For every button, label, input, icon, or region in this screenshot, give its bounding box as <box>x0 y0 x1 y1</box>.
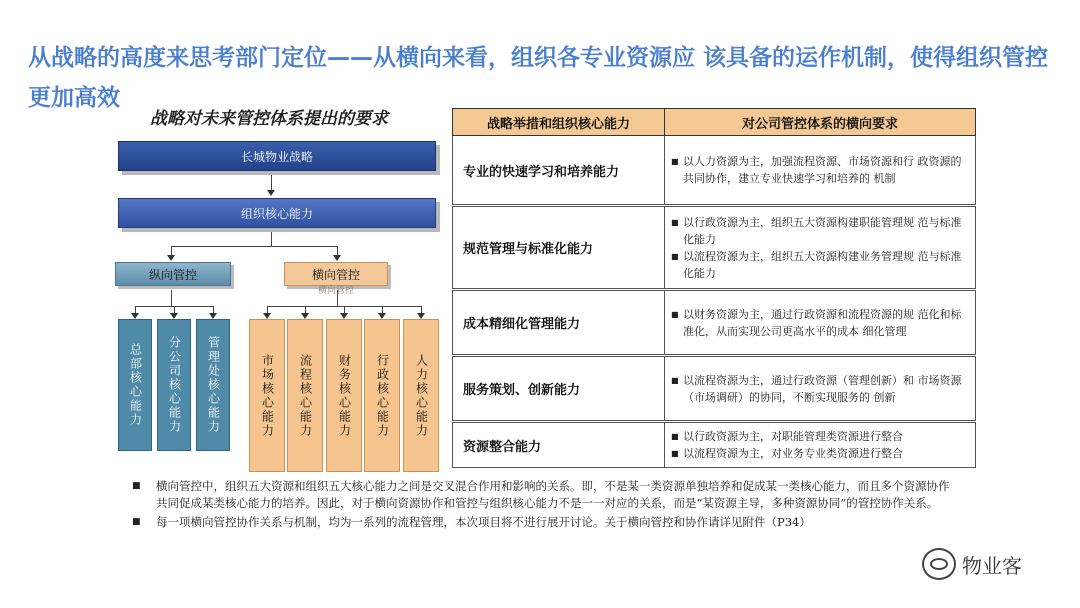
horizontal-column-hr: 人力核心能力 <box>403 319 439 472</box>
table-header-capability: 战略举措和组织核心能力 <box>453 109 665 136</box>
requirements-cell <box>665 290 976 356</box>
diagram-title: 战略对未来管控体系提出的要求 <box>150 109 388 129</box>
table-row <box>453 422 976 468</box>
core-capability-box: 组织核心能力 <box>118 198 436 228</box>
table-row <box>453 206 976 290</box>
horizontal-control-ghost-label: 横向管控 <box>318 286 355 296</box>
horizontal-column-finance: 财务核心能力 <box>326 319 362 472</box>
requirements-cell <box>665 422 976 468</box>
watermark-text: 物业客 <box>962 553 1022 578</box>
footnotes <box>132 478 952 533</box>
bullet-square-icon: ■ <box>132 481 141 491</box>
requirement-item: ■ 以人力资源为主，加强流程资源、市场资源和行 政资源的共同协作，建立专业快速学习和培养的 机制 <box>683 153 969 187</box>
requirement-item: ■ 以流程资源为主，对业务专业类资源进行整合 <box>683 445 969 462</box>
capability-cell: 规范管理与标准化能力 <box>453 206 665 290</box>
capability-cell: 资源整合能力 <box>453 422 665 468</box>
requirements-cell <box>665 206 976 290</box>
table-header-requirements: 对公司管控体系的横向要求 <box>665 109 976 136</box>
table-header-row <box>453 109 976 136</box>
requirements-table <box>452 108 976 468</box>
vertical-column-office: 管理处核心能力 <box>196 319 230 451</box>
footnote-text: 横向管控中，组织五大资源和组织五大核心能力之间是交叉混合作用和影响的关系。即，不是某一类资源单独培养和促成某一类核心能力，而且多个资源协作共同促成某类核心能力的培养。因此，对于横向资源协作和管控与组织核心能力不是一一对应的关系，而是“某资源主导，多种资源协同”的管控协作关系。 <box>156 479 950 510</box>
table-row <box>453 136 976 206</box>
requirement-item: ■ 以流程资源为主，组织五大资源构建业务管理规 范与标准化能力 <box>683 248 969 282</box>
watermark <box>922 548 1022 580</box>
vertical-control-box: 纵向管控 <box>115 262 231 286</box>
connector-split-bar <box>171 246 337 247</box>
footnote-text: 每一项横向管控协作关系与机制，均为一系列的流程管理，本次项目将不进行展开讨论。关于横向管控和协作请详见附件（P34） <box>156 515 811 529</box>
arrow-down-icon <box>333 255 341 261</box>
requirement-item: ■ 以财务资源为主，通过行政资源和流程资源的规 范化和标准化，从而实现公司更高水平的成本 细化管理 <box>683 306 969 340</box>
bullet-square-icon: ■ <box>132 517 141 527</box>
requirements-cell <box>665 356 976 422</box>
requirement-item: ■ 以行政资源为主，组织五大资源构建职能管理规 范与标准化能力 <box>683 214 969 248</box>
horizontal-column-process: 流程核心能力 <box>287 319 323 472</box>
connector-strategy-core <box>271 175 272 191</box>
table-row <box>453 290 976 356</box>
requirement-item: ■ 以流程资源为主，通过行政资源（管理创新）和 市场资源（市场调研）的协同，不断实现服务的 创新 <box>683 372 969 406</box>
footnote <box>132 478 952 512</box>
footnote <box>132 514 952 531</box>
requirements-cell <box>665 136 976 206</box>
vertical-column-branch: 分公司核心能力 <box>157 319 191 451</box>
arrow-down-icon <box>167 255 175 261</box>
requirement-item: ■ 以行政资源为主，对职能管理类资源进行整合 <box>683 428 969 445</box>
slide-headline: 从战略的高度来思考部门定位——从横向来看，组织各专业资源应 该具备的运作机制，使得组织管控更加高效 <box>28 45 1049 111</box>
horizontal-control-box: 横向管控 <box>284 262 388 286</box>
capability-cell: 专业的快速学习和培养能力 <box>453 136 665 206</box>
wechat-icon <box>922 548 956 580</box>
horizontal-column-market: 市场核心能力 <box>249 319 285 472</box>
horizontal-column-admin: 行政核心能力 <box>364 319 400 472</box>
connector-vertical-down <box>171 290 172 306</box>
connector-core-split <box>271 232 272 246</box>
table-row <box>453 356 976 422</box>
capability-cell: 成本精细化管理能力 <box>453 290 665 356</box>
capability-cell: 服务策划、创新能力 <box>453 356 665 422</box>
arrow-down-icon <box>267 190 275 196</box>
strategy-box: 长城物业战略 <box>118 141 436 171</box>
vertical-column-hq: 总部核心能力 <box>118 319 152 451</box>
